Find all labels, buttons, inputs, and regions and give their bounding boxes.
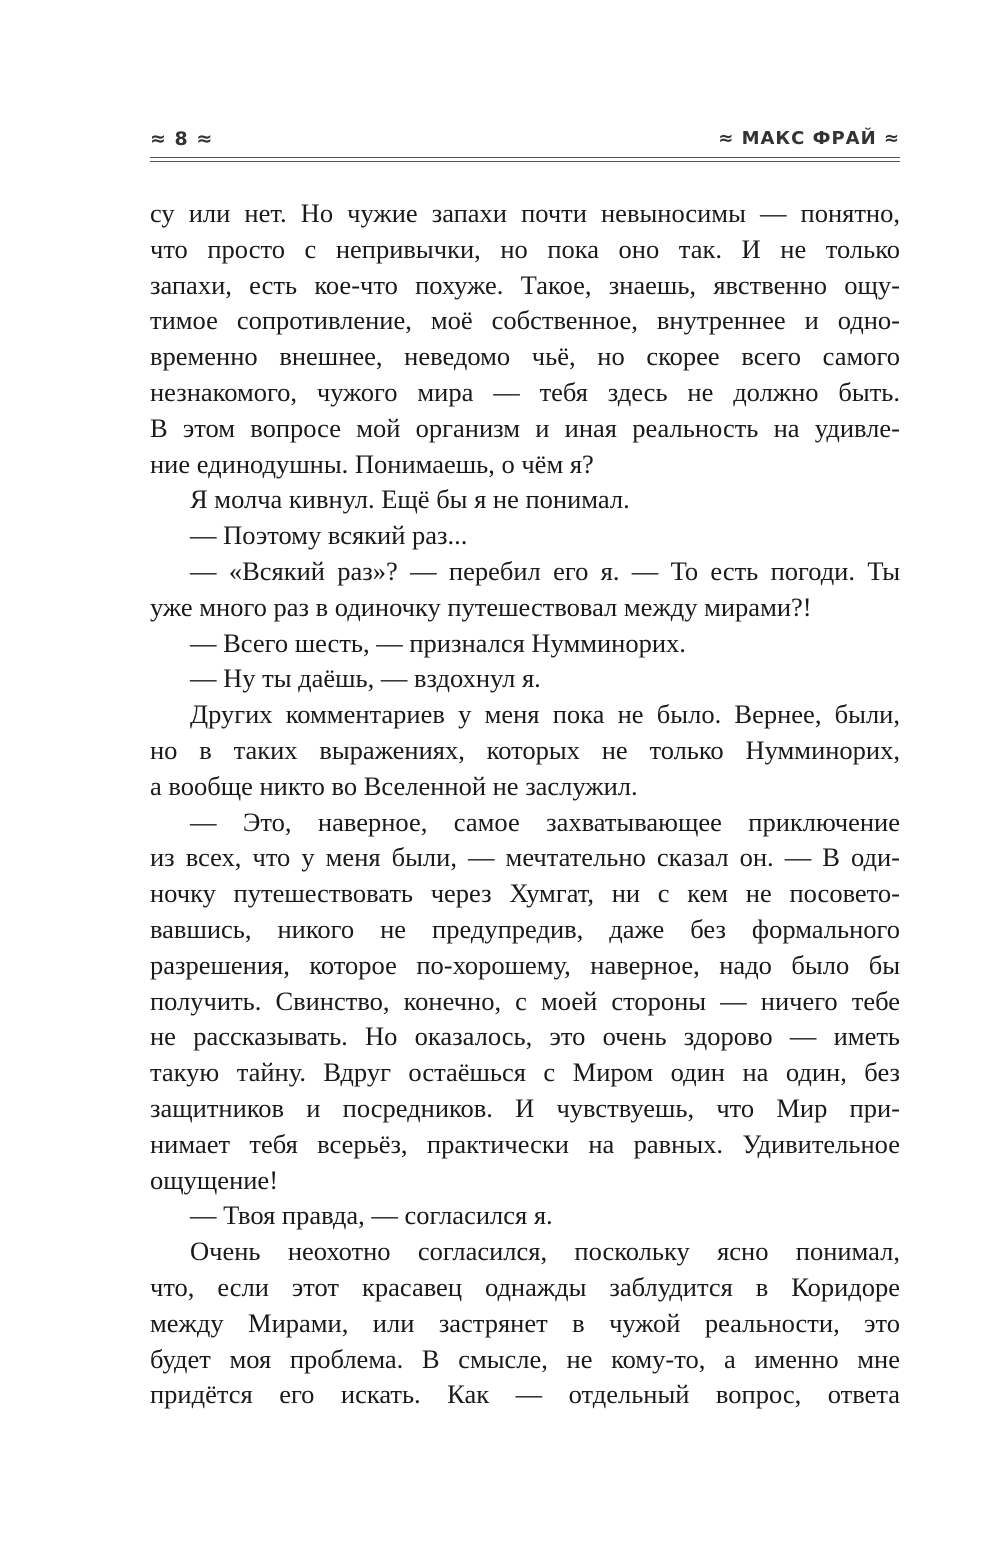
text-line: придётся его искать. Как — отдельный вопрос, ответа — [150, 1379, 900, 1410]
text-line: из всех, что у меня были, — мечтательно сказал он. — В оди- — [150, 842, 900, 873]
text-line: запахи, есть кое-что похуже. Такое, знаешь, явственно ощу- — [150, 269, 900, 300]
text-line: такую тайну. Вдруг остаёшься с Миром один на один, без — [150, 1057, 900, 1088]
author-name: ≈ МАКС ФРАЙ ≈ — [718, 128, 900, 149]
text-line: уже много раз в одиночку путешествовал между мирами?! — [150, 591, 812, 622]
text-line: — Всего шесть, — признался Нумминорих. — [190, 627, 686, 658]
text-line: временно внешнее, неведомо чьё, но скорее всего самого — [150, 341, 900, 372]
text-line: ощущение! — [150, 1164, 279, 1195]
text-line: — Поэтому всякий раз... — [190, 520, 468, 551]
text-line: — «Всякий раз»? — перебил его я. — То есть погоди. Ты — [190, 555, 900, 586]
text-line: вавшись, никого не предупредив, даже без формального — [150, 913, 900, 944]
text-line: разрешения, которое по-хорошему, наверное, надо было бы — [150, 949, 900, 980]
text-line: — Твоя правда, — согласился я. — [190, 1200, 553, 1231]
text-line: ночку путешествовать через Хумгат, ни с кем не посовето- — [150, 878, 900, 909]
text-line: В этом вопросе мой организм и иная реальность на удивле- — [150, 412, 900, 443]
text-line: Я молча кивнул. Ещё бы я не понимал. — [190, 484, 630, 515]
text-line: су или нет. Но чужие запахи почти невыносимы — понятно, — [150, 198, 900, 228]
text-line: — Это, наверное, самое захватывающее приключение — [190, 806, 900, 837]
text-line: что просто с непривычки, но пока оно так. И не только — [150, 233, 900, 264]
text-line: будет моя проблема. В смысле, не кому-то, а именно мне — [150, 1343, 900, 1374]
header-rule-top — [150, 157, 900, 158]
text-line: не рассказывать. Но оказалось, это очень здорово — иметь — [150, 1021, 900, 1052]
text-line: а вообще никто во Вселенной не заслужил. — [150, 770, 638, 801]
text-line: ние единодушны. Понимаешь, о чём я? — [150, 448, 594, 479]
text-line: Других комментариев у меня пока не было. Вернее, были, — [190, 699, 900, 730]
body-text — [150, 196, 900, 1413]
text-line: между Мирами, или застрянет в чужой реальности, это — [150, 1307, 900, 1338]
page-number: ≈ 8 ≈ — [150, 128, 214, 150]
text-line: нимает тебя всерьёз, практически на равных. Удивительное — [150, 1128, 900, 1159]
text-line: получить. Свинство, конечно, с моей стороны — ничего тебе — [150, 985, 900, 1016]
running-head — [150, 124, 900, 154]
text-line: что, если этот красавец однажды заблудится в Коридоре — [150, 1271, 900, 1302]
header-rule-bottom — [150, 161, 900, 162]
text-line: Очень неохотно согласился, поскольку ясно понимал, — [190, 1236, 900, 1267]
text-line: незнакомого, чужого мира — тебя здесь не должно быть. — [150, 376, 900, 407]
text-line: защитников и посредников. И чувствуешь, что Мир при- — [150, 1092, 900, 1123]
text-line: но в таких выражениях, которых не только Нумминорих, — [150, 734, 900, 765]
text-line: — Ну ты даёшь, — вздохнул я. — [190, 663, 541, 694]
text-line: тимое сопротивление, моё собственное, внутреннее и одно- — [150, 305, 900, 336]
